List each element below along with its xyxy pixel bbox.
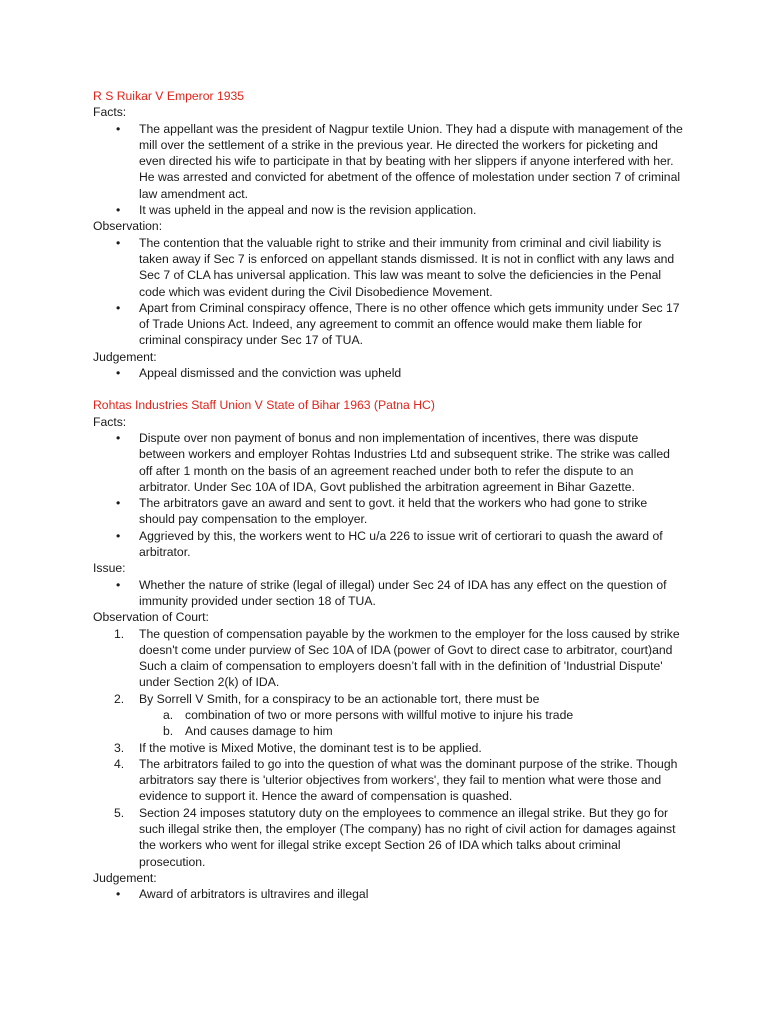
document-content bbox=[93, 88, 683, 903]
item-number: 4. bbox=[114, 756, 125, 771]
list-item: • Appeal dismissed and the conviction was upheld bbox=[93, 365, 683, 381]
sub-item-letter: b. bbox=[163, 724, 174, 739]
section-label: Issue: bbox=[93, 561, 126, 576]
item-number: 1. bbox=[114, 626, 125, 641]
sub-item bbox=[93, 723, 683, 739]
item-number: 2. bbox=[114, 691, 125, 706]
list-item: • Dispute over non payment of bonus and non implementation of incentives, there was dispute between workers and employer Rohtas Industries Ltd and subsequent strike. The strike was called off after 1 month on the basis of an agreement reached under both to refer the dispute to an arbitrator. Under Sec 10A of IDA, Govt published the arbitration agreement in Bihar Gazette. bbox=[93, 430, 683, 495]
list-item: • It was upheld in the appeal and now is the revision application. bbox=[93, 202, 683, 218]
sub-item-letter: a. bbox=[163, 707, 174, 722]
item-text: The arbitrators failed to go into the question of what was the dominant purpose of the strike. Though arbitrators say there is 'ulterior objectives from workers', they fail to mention what were those and evidence to support it. Hence the award of compensation is quashed. bbox=[139, 756, 678, 804]
section-label: Facts: bbox=[93, 414, 127, 429]
sub-list bbox=[139, 707, 683, 740]
section-label: Observation: bbox=[93, 219, 163, 234]
list-item: • The arbitrators gave an award and sent to govt. it held that the workers who had gone to strike should pay compensation to the employer. bbox=[93, 495, 683, 528]
list-item: • Award of arbitrators is ultravires and illegal bbox=[93, 886, 683, 902]
list-item: • The contention that the valuable right to strike and their immunity from criminal and civil liability is taken away if Sec 7 is enforced on appellant stands dismissed. It is not in conflict with any laws and Sec 7 of CLA has universal application. This law was meant to solve the deficiencies in the Penal code which was evident during the Civil Disobedience Movement. bbox=[93, 235, 683, 300]
case-title: Rohtas Industries Staff Union V State of Bihar 1963 (Patna HC) bbox=[93, 398, 435, 413]
facts-list bbox=[93, 430, 683, 560]
numbered-item bbox=[93, 740, 683, 756]
observation-list bbox=[93, 235, 683, 349]
judgement-list bbox=[93, 886, 683, 902]
observation-list bbox=[93, 626, 683, 870]
facts-list bbox=[93, 121, 683, 219]
sub-item bbox=[93, 707, 683, 723]
list-item: • Aggrieved by this, the workers went to HC u/a 226 to issue writ of certiorari to quash the award of arbitrator. bbox=[93, 528, 683, 561]
list-item: • Whether the nature of strike (legal of illegal) under Sec 24 of IDA has any effect on the question of immunity provided under section 18 of TUA. bbox=[93, 577, 683, 610]
section-label: Observation of Court: bbox=[93, 610, 209, 625]
item-text: Section 24 imposes statutory duty on the employees to commence an illegal strike. But they go for such illegal strike then, the employer (The company) has no right of civil action for damages against the workers who went for illegal strike except Section 26 of IDA which talks about criminal prosecution. bbox=[139, 805, 676, 869]
issue-list bbox=[93, 577, 683, 610]
item-text: By Sorrell V Smith, for a conspiracy to be an actionable tort, there must be bbox=[139, 691, 540, 706]
section-label: Judgement: bbox=[93, 349, 157, 364]
section-label: Facts: bbox=[93, 105, 127, 120]
item-text: The question of compensation payable by the workmen to the employer for the loss caused by strike doesn't come under purview of Sec 10A of IDA (power of Govt to direct case to arbitrator, court)and Such a claim of compensation to employers doesn’t fall with in the definition of 'Industrial Dispute' under Section 2(k) of IDA. bbox=[139, 626, 680, 690]
sub-item-text: And causes damage to him bbox=[185, 724, 333, 739]
numbered-item bbox=[93, 691, 683, 740]
item-number: 5. bbox=[114, 805, 125, 820]
numbered-item bbox=[93, 805, 683, 870]
list-item: • The appellant was the president of Nagpur textile Union. They had a dispute with management of the mill over the settlement of a strike in the previous year. He directed the workers for picketing and even directed his wife to participate in that by beating with her slippers if anyone interfered with her. He was arrested and convicted for abetment of the offence of molestation under section 7 of criminal law amendment act. bbox=[93, 121, 683, 202]
section-label: Judgement: bbox=[93, 870, 157, 885]
item-text: If the motive is Mixed Motive, the dominant test is to be applied. bbox=[139, 740, 482, 755]
judgement-list bbox=[93, 365, 683, 381]
spacer bbox=[93, 381, 683, 397]
sub-item-text: combination of two or more persons with willful motive to injure his trade bbox=[185, 707, 574, 722]
numbered-item bbox=[93, 626, 683, 691]
numbered-item bbox=[93, 756, 683, 805]
item-number: 3. bbox=[114, 740, 125, 755]
list-item: • Apart from Criminal conspiracy offence, There is no other offence which gets immunity under Sec 17 of Trade Unions Act. Indeed, any agreement to commit an offence would make them liable for criminal conspiracy under Sec 17 of TUA. bbox=[93, 300, 683, 349]
case-title: R S Ruikar V Emperor 1935 bbox=[93, 89, 245, 103]
